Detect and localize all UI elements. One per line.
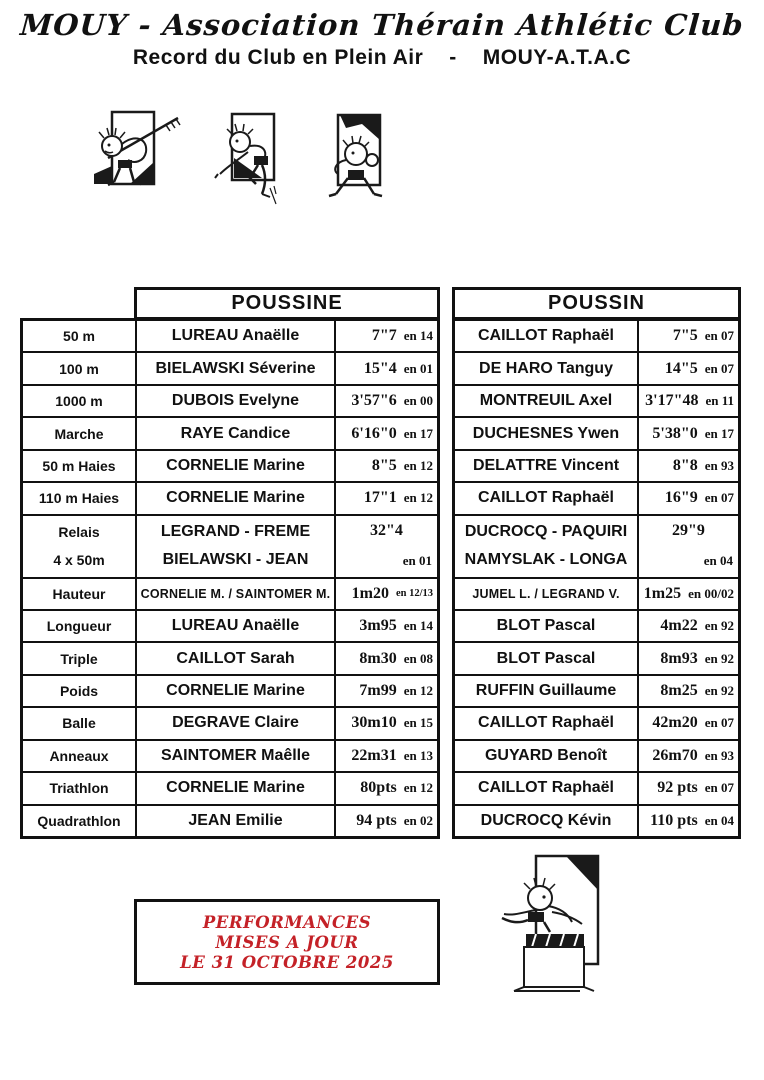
record-year: en 13 [403,747,433,763]
event-cell: 50 m Haies [42,457,116,474]
record-year: en 12 [403,490,433,506]
record-cell [334,676,437,706]
record-year: en 07 [704,360,734,376]
poussin-table-header: POUSSIN [452,287,741,320]
athlete-name-cell: CAILLOT Sarah [135,643,334,673]
page-title: MOUY - Association Thérain Athlétic Club [19,8,745,42]
athlete-name-cell: CAILLOT Raphaël [477,489,614,507]
athlete-name-cell: DE HARO Tanguy [479,359,613,377]
record-cell [334,516,437,577]
record-value: 94 pts [356,811,397,829]
athlete-name-cell: BIELAWSKI Séverine [135,353,334,383]
record-value: 17"1 [363,489,397,507]
table-row [23,609,437,641]
record-cell [637,386,738,416]
record-cell [637,451,738,481]
record-cell [637,611,738,641]
table-row [23,481,437,513]
table-row [23,641,437,673]
athlete-name-cell: DUCROCQ Kévin [480,811,612,829]
table-row [23,351,437,383]
record-cell [334,353,437,383]
record-cell [637,806,738,836]
record-value: 14"5 [664,359,698,377]
record-year: en 12 [403,683,433,699]
athlete-name-cell: LUREAU Anaëlle [135,611,334,641]
athlete-name-cell: RUFFIN Guillaume [475,682,617,700]
record-year: en 12 [403,457,433,473]
record-value: 1m25 [643,584,682,602]
record-cell [637,353,738,383]
event-cell: 1000 m [55,393,103,410]
event-cell: Anneaux [49,747,109,764]
event-cell: Relais 4 x 50m [53,523,105,569]
record-year: en 07 [704,328,734,344]
poussine-records-table [20,318,440,839]
record-year: en 01 [402,553,432,569]
table-row [23,577,437,609]
table-row [23,771,437,803]
update-notice-line: LE 31 OCTOBRE 2025 [180,952,394,972]
record-value: 42m20 [652,714,698,732]
athlete-name-cell: RAYE Candice [135,418,334,448]
table-row [23,321,437,351]
athlete-name-cell: JEAN Emilie [135,806,334,836]
record-value: 29"9 [672,521,705,539]
event-cell: Poids [59,683,99,700]
table-row [455,481,738,513]
athlete-name-cell: CAILLOT Raphaël [477,327,614,345]
event-cell: Triple [60,650,98,667]
record-year: en 92 [704,618,734,634]
athlete-name-cell: CORNELIE Marine [135,483,334,513]
record-cell [637,741,738,771]
record-value: 8"5 [371,456,397,474]
record-cell [637,708,738,738]
athlete-name-cell: MONTREUIL Axel [479,392,613,410]
athlete-name-cell: CORNELIE Marine [135,451,334,481]
record-year: en 07 [704,780,734,796]
record-year: en 93 [704,457,734,473]
hurdler-cartoon [492,850,614,1008]
athlete-name-cell: CORNELIE M. / SAINTOMER M. [135,579,334,609]
record-year: en 14 [403,618,433,634]
record-cell [334,483,437,513]
record-value: 15"4 [363,359,397,377]
record-cell [637,676,738,706]
record-cell [334,806,437,836]
table-row [455,641,738,673]
record-cell [637,773,738,803]
athlete-name-cell: GUYARD Benoît [484,746,608,764]
record-cell [334,611,437,641]
record-cell [334,708,437,738]
record-year: en 11 [705,393,734,409]
record-cell [637,643,738,673]
record-year: en 07 [704,490,734,506]
event-cell: Longueur [46,618,112,635]
record-value: 8m25 [660,682,698,700]
table-row [23,449,437,481]
update-notice-line: PERFORMANCES [202,912,372,932]
update-notice-line: MISES A JOUR [215,932,359,952]
record-cell [334,386,437,416]
athlete-name-cell: CORNELIE Marine [135,773,334,803]
event-cell: Triathlon [49,780,109,797]
table-row [455,609,738,641]
event-cell: Balle [62,715,96,732]
athlete-name-cell: CORNELIE Marine [135,676,334,706]
record-value: 4m22 [660,617,698,635]
record-cell [637,516,738,577]
record-value: 8m30 [359,649,397,667]
athlete-name-cell: DEGRAVE Claire [135,708,334,738]
athlete-name-cell: CAILLOT Raphaël [477,714,614,732]
table-row [23,514,437,577]
record-cell [334,418,437,448]
athlete-name-cell: BLOT Pascal [496,617,596,635]
page-subtitle [0,46,764,70]
shot-put-cartoon [316,110,392,214]
record-year: en 15 [403,715,433,731]
record-year: en 93 [704,747,734,763]
subtitle-club: MOUY-A.T.A.C [482,46,632,69]
record-cell [334,451,437,481]
update-notice-box [134,899,440,985]
table-row [455,771,738,803]
record-cell [637,418,738,448]
table-row [455,514,738,577]
table-row [455,384,738,416]
record-year: en 08 [403,650,433,666]
table-row [455,449,738,481]
athlete-name-cell: DUBOIS Evelyne [135,386,334,416]
record-cell [637,321,738,351]
event-cell: Quadrathlon [37,812,121,829]
table-row [455,739,738,771]
event-cell: 110 m Haies [38,490,120,507]
record-value: 22m31 [351,746,397,764]
record-year: en 02 [403,812,433,828]
table-row [455,706,738,738]
poussin-records-table [452,318,741,839]
record-cell [637,579,738,609]
record-value: 30m10 [351,714,397,732]
record-value: 26m70 [652,746,698,764]
athlete-name-cell: SAINTOMER Maêlle [135,741,334,771]
record-value: 3'57"6 [351,392,397,410]
record-value: 7m99 [359,682,397,700]
event-cell: Marche [54,425,104,442]
event-cell: 50 m [63,328,95,345]
record-year: en 14 [403,328,433,344]
javelin-thrower-cartoon [88,104,182,204]
record-value: 6'16"0 [351,424,397,442]
athlete-name-cell: DELATTRE Vincent [472,456,620,474]
record-value: 32"4 [370,521,403,539]
athlete-name-cell: CAILLOT Raphaël [477,779,614,797]
record-year: en 00/02 [688,585,734,601]
subtitle-text: Record du Club en Plein Air [132,46,424,69]
table-row [23,706,437,738]
athlete-name-cell: DUCROCQ - PAQUIRI NAMYSLAK - LONGA [464,522,628,569]
record-value: 5'38"0 [652,424,698,442]
record-year: en 00 [403,393,433,409]
record-cell [334,741,437,771]
table-row [23,739,437,771]
record-value: 3'17"48 [645,392,699,410]
record-value: 80pts [360,779,397,797]
table-row [455,674,738,706]
record-cell [334,773,437,803]
record-year: en 01 [403,360,433,376]
athlete-name-cell: LEGRAND - FREME BIELAWSKI - JEAN [135,516,334,577]
record-value: 8"8 [672,456,698,474]
subtitle-separator: - [449,46,457,69]
table-row [455,416,738,448]
record-value: 16"9 [664,489,698,507]
record-year: en 12 [403,780,433,796]
table-row [23,804,437,836]
record-value: 3m95 [359,617,397,635]
record-cell [334,579,437,609]
record-value: 7"5 [672,327,698,345]
event-cell: 100 m [59,360,99,377]
record-value: 8m93 [660,649,698,667]
athlete-name-cell: JUMEL L. / LEGRAND V. [472,586,620,601]
record-value: 92 pts [657,779,698,797]
record-year: en 92 [704,650,734,666]
table-row [455,321,738,351]
table-row [23,674,437,706]
record-year: en 04 [703,553,733,569]
table-row [23,384,437,416]
record-value: 1m20 [351,584,389,602]
runner-cartoon [212,108,290,212]
poussine-table-header: POUSSINE [134,287,440,320]
record-year: en 12/13 [395,588,433,600]
table-row [23,416,437,448]
record-cell [334,643,437,673]
record-year: en 92 [704,683,734,699]
record-year: en 07 [704,715,734,731]
record-value: 7"7 [371,327,397,345]
athlete-name-cell: BLOT Pascal [496,649,596,667]
record-year: en 17 [704,425,734,441]
table-row [455,804,738,836]
event-cell: Hauteur [52,585,106,602]
table-row [455,577,738,609]
table-row [455,351,738,383]
athlete-name-cell: DUCHESNES Ywen [472,424,620,442]
record-cell [334,321,437,351]
record-cell [637,483,738,513]
athlete-name-cell: LUREAU Anaëlle [135,321,334,351]
record-value: 110 pts [650,811,698,829]
record-year: en 17 [403,425,433,441]
record-year: en 04 [704,812,734,828]
